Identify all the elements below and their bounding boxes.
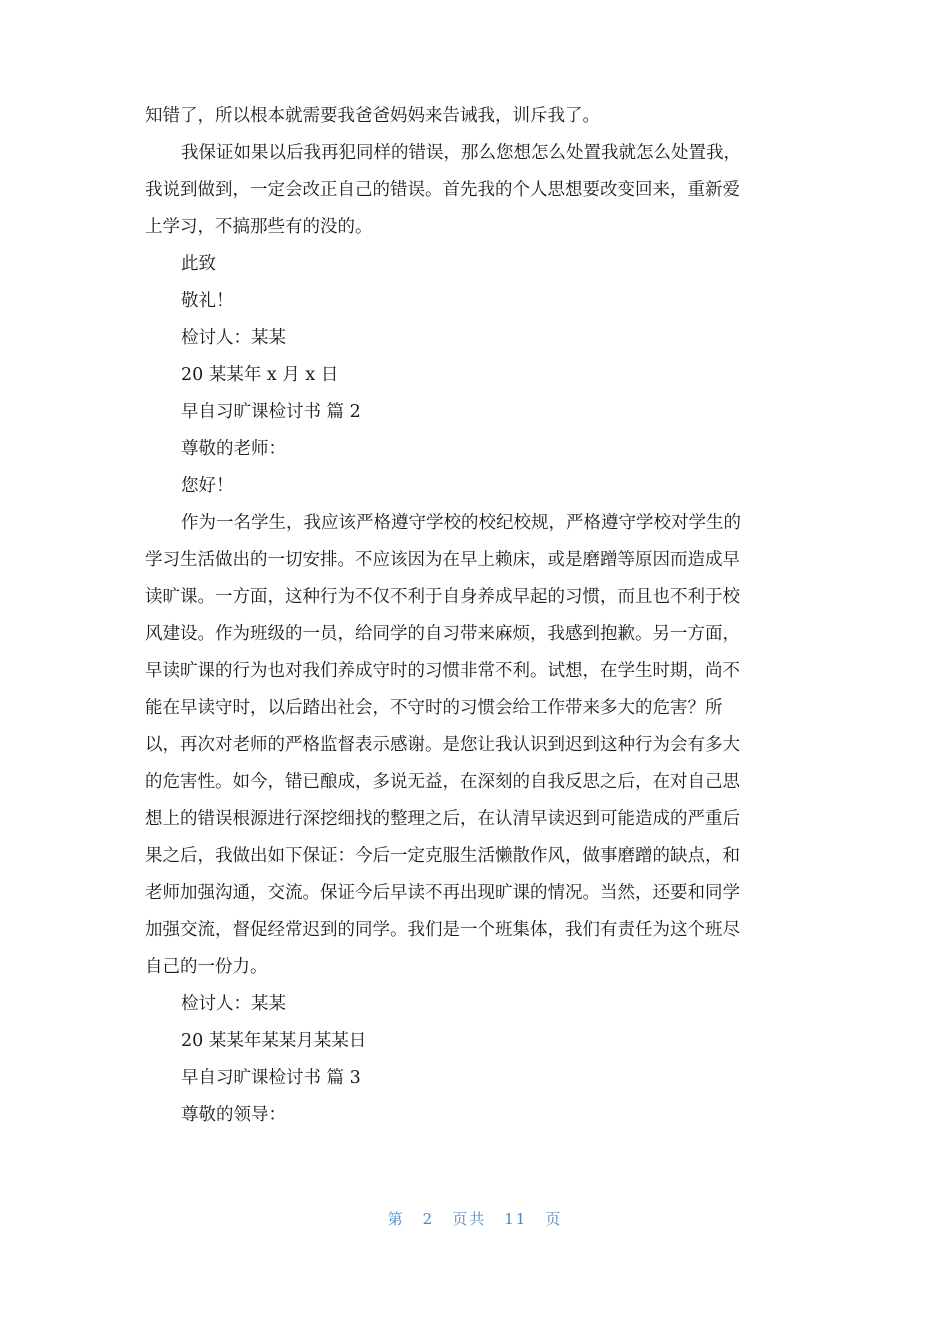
greeting-line: 尊敬的老师： (181, 439, 286, 459)
text-line: 上学习，不搞那些有的没的。 (145, 217, 373, 237)
text-line: 果之后，我做出如下保证：今后一定克服生活懒散作风，做事磨蹭的缺点，和 (145, 846, 740, 866)
text-line: 以，再次对老师的严格监督表示感谢。是您让我认识到迟到这种行为会有多大 (145, 735, 740, 755)
closing-respect: 敬礼！ (181, 291, 234, 311)
text-line: 能在早读守时，以后踏出社会，不守时的习惯会给工作带来多大的危害？所 (145, 698, 723, 718)
date-line: 20 某某年 x 月 x 日 (181, 365, 339, 385)
text-line: 想上的错误根源进行深挖细找的整理之后，在认清早读迟到可能造成的严重后 (145, 809, 740, 829)
text-line: 早读旷课的行为也对我们养成守时的习惯非常不利。试想，在学生时期，尚不 (145, 661, 740, 681)
text-line: 作为一名学生，我应该严格遵守学校的校纪校规，严格遵守学校对学生的 (181, 513, 741, 533)
closing-salutation: 此致 (181, 254, 216, 274)
text-line: 读旷课。一方面，这种行为不仅不利于自身养成早起的习惯，而且也不利于校 (145, 587, 740, 607)
total-pages-number: 11 (504, 1210, 528, 1228)
text-line: 的危害性。如今，错已酿成，多说无益，在深刻的自我反思之后，在对自己思 (145, 772, 740, 792)
footer-mid: 页共 (452, 1210, 487, 1228)
text-line: 加强交流，督促经常迟到的同学。我们是一个班集体，我们有责任为这个班尽 (145, 920, 740, 940)
text-line: 知错了，所以根本就需要我爸爸妈妈来告诫我，训斥我了。 (145, 106, 600, 126)
section-title: 早自习旷课检讨书 篇 3 (181, 1068, 361, 1088)
text-line: 风建设。作为班级的一员，给同学的自习带来麻烦，我感到抱歉。另一方面， (145, 624, 740, 644)
document-body (145, 98, 805, 1134)
footer-prefix: 第 (387, 1210, 405, 1228)
text-line: 自己的一份力。 (145, 957, 268, 977)
section-title: 早自习旷课检讨书 篇 2 (181, 402, 361, 422)
greeting-line: 尊敬的领导： (181, 1105, 286, 1125)
signature-line: 检讨人：某某 (181, 328, 286, 348)
text-line: 学习生活做出的一切安排。不应该因为在早上赖床，或是磨蹭等原因而造成早 (145, 550, 740, 570)
greeting-line: 您好！ (181, 476, 234, 496)
date-line: 20 某某年某某月某某日 (181, 1031, 367, 1051)
text-line: 老师加强沟通，交流。保证今后早读不再出现旷课的情况。当然，还要和同学 (145, 883, 740, 903)
text-line: 我说到做到，一定会改正自己的错误。首先我的个人思想要改变回来，重新爱 (145, 180, 740, 200)
signature-line: 检讨人：某某 (181, 994, 286, 1014)
current-page-number: 2 (422, 1210, 435, 1228)
text-line: 我保证如果以后我再犯同样的错误，那么您想怎么处置我就怎么处置我， (181, 143, 741, 163)
footer-suffix: 页 (545, 1210, 563, 1228)
page-footer (0, 1208, 950, 1229)
